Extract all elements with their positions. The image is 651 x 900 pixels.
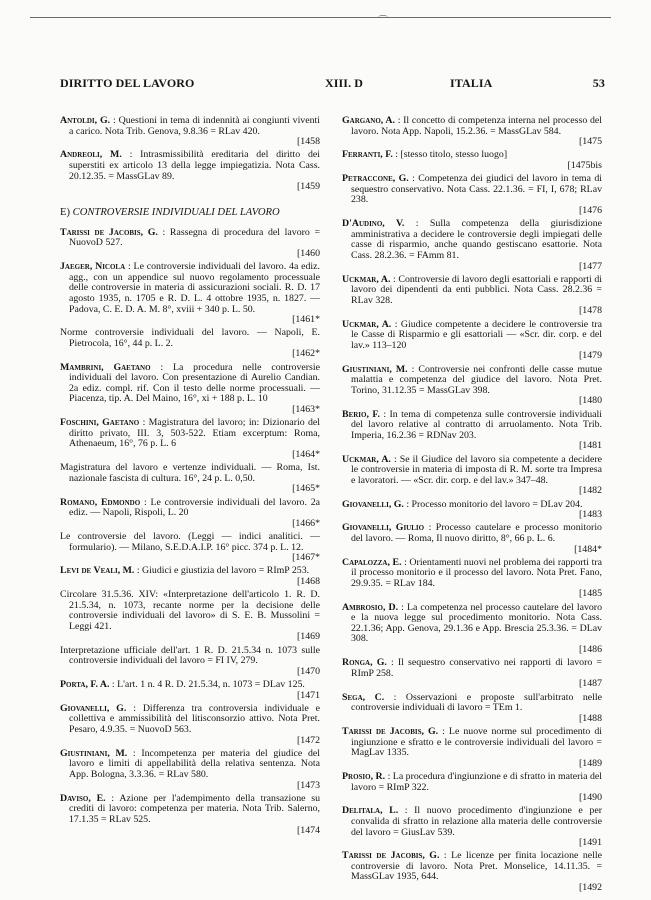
- bibliography-entry: [60, 262, 320, 326]
- entry-number: [1474: [297, 824, 320, 836]
- scan-mark-icon: ⌒: [378, 16, 388, 27]
- entry-text: Interpretazione ufficiale dell'art. 1 R. D. 21.5.34 n. 1073 sulle controversie individuali del lavoro = FI IV, 279.: [60, 644, 320, 667]
- entry-author: Gargano, A.: [342, 115, 395, 126]
- entry-number: [1485: [579, 588, 602, 600]
- right-column: [342, 116, 602, 896]
- bibliography-entry: [60, 532, 320, 564]
- entry-author: Petraccone, G.: [342, 173, 409, 185]
- entry-text: : Orientamenti nuovi nel problema dei rapporti tra il processo monitorio e il processo del lavoro. Nota Pret. Fano, 29.9.35. = RLav 184.: [351, 556, 602, 589]
- entry-number: [1480: [579, 395, 602, 407]
- entry-number: [1477: [579, 260, 602, 272]
- entry-text: : Intrasmissibilità ereditaria del diritto dei superstiti ex articolo 13 della legge impiegatizia. Nota Cass. 20.12.35. = MassGLav 89.: [69, 149, 320, 182]
- entry-author: Delitala, L.: [342, 805, 399, 817]
- entry-author: Uckmar, A.: [342, 273, 391, 285]
- entry-author: Romano, Edmondo: [60, 496, 141, 508]
- entry-number: [1466*: [292, 517, 320, 529]
- entry-number: [1475bis: [567, 159, 602, 171]
- entry-text: Norme controversie individuali del lavoro. — Napoli, E. Pietrocola, 16°, 44 p. L. 2.: [60, 327, 320, 349]
- entry-number: [1488: [579, 712, 602, 724]
- bibliography-entry: [342, 658, 602, 690]
- entry-number: [1479: [579, 350, 602, 362]
- bibliography-entry: [60, 418, 320, 460]
- bibliography-entry: [342, 727, 602, 769]
- bibliography-entry: [342, 455, 602, 497]
- bibliography-entry: [342, 275, 602, 317]
- left-column: [60, 116, 320, 839]
- entry-list-after: [60, 228, 320, 836]
- bibliography-entry: [342, 806, 602, 848]
- entry-author: Jaeger, Nicola: [60, 261, 126, 273]
- entry-text: Circolare 31.5.36. XIV: «Interpretazione dell'articolo 1. R. D. 21.5.34, n. 1073, recante norme per la decisione delle controversie individuali del lavoro» di S. E. B. Mussolini = Leggi 421.: [60, 589, 320, 632]
- entry-text: : Magistratura del lavoro; in: Dizionario del diritto privato, III. 3, 503-522. Etiam excerptum: Roma, Athenaeum, 16°, 76 p. L. 6: [69, 417, 320, 450]
- entry-author: Tarissi de Jacobis, G.: [60, 226, 158, 238]
- bibliography-entry: [60, 150, 320, 192]
- bibliography-entry: [60, 794, 320, 836]
- entry-author: Uckmar, A.: [342, 318, 392, 330]
- bibliography-entry: [342, 365, 602, 407]
- entry-text: : Differenza tra controversia individuale e collettiva e ammissibilità del litisconsorzio attivo. Nota Pret. Pesaro, 4.9.35. = NuovoD 563.: [69, 702, 320, 735]
- entry-number: [1476: [579, 204, 602, 216]
- entry-number: [1471: [297, 689, 320, 701]
- entry-number: [1459: [297, 181, 320, 193]
- entry-text: : Il sequestro conservativo nei rapporti di lavoro = RImP 258.: [351, 657, 602, 679]
- bibliography-entry: [342, 523, 602, 555]
- page-number: 53: [592, 76, 605, 90]
- scan-rule: [30, 17, 611, 18]
- header-country: ITALIA: [450, 76, 493, 90]
- entry-number: [1482: [579, 485, 602, 497]
- bibliography-entry: [342, 219, 602, 272]
- entry-number: [1460: [297, 247, 320, 259]
- entry-text: : Sulla competenza della giurisdizione amministrativa a decidere le controversie degli impiegati delle casse di risparmio, anche quando gestiscano esattorie. Nota Cass. 28.2.36. = FAmm 81.: [351, 218, 602, 261]
- bibliography-entry: [342, 693, 602, 725]
- entry-number: [1461*: [292, 314, 320, 326]
- entry-number: [1464*: [292, 449, 320, 460]
- entry-text: : Rassegna di procedura del lavoro = NuovoD 527.: [69, 226, 320, 249]
- bibliography-entry: [342, 116, 602, 148]
- entry-number: [1465*: [292, 483, 320, 495]
- entry-text: : Il nuovo procedimento d'ingiunzione e per convalida di sfratto in relazione alla materia delle controversie del lavoro = GiusLav 539.: [351, 805, 602, 838]
- entry-author: Tarissi de Jacobis, G.: [342, 725, 439, 737]
- entry-list-before: [60, 116, 320, 193]
- entry-author: Giovanelli, G.: [342, 498, 404, 510]
- entry-number: [1489: [579, 757, 602, 769]
- page-header: [60, 76, 605, 92]
- entry-number: [1473: [297, 779, 320, 791]
- bibliography-entry: [60, 590, 320, 643]
- entry-number: [1478: [579, 305, 602, 317]
- bibliography-entry: [60, 363, 320, 416]
- entry-text: : La procedura nelle controversie individuali del lavoro. Con presentazione di Aurelio Candian. 2a ediz. compl. rif. Con il testo delle norme processuali. — Piacenza, tip. A. Del Maino, 16°, xi + 188 p. L. 10: [69, 361, 320, 405]
- entry-number: [1458: [297, 136, 320, 148]
- entry-text: : Le controversie individuali del lavoro. 2a ediz. — Napoli, Rispoli, L. 20: [69, 496, 320, 519]
- bibliography-entry: [342, 772, 602, 804]
- entry-text: : Le licenze per finita locazione nelle controversie di lavoro. Nota Pret. Monselice, 14.11.35. = MassGLav 1935, 644.: [351, 850, 602, 883]
- bibliography-entry: [342, 150, 602, 171]
- entry-text: : In tema di competenza sulle controversie individuali del lavoro relative al contratto di arruolamento. Nota Trib. Imperia, 16.2.36 = RDNav 203.: [351, 408, 602, 441]
- entry-text: : Controversie di lavoro degli esattoriali e rapporti di lavoro dei dipendenti da enti pubblici. Nota Cass. 28.2.36 = RLav 328.: [351, 273, 603, 306]
- bibliography-entry: [60, 680, 320, 701]
- entry-number: [1463*: [292, 404, 320, 416]
- header-left: DIRITTO DEL LAVORO: [60, 76, 195, 90]
- entry-number: [1483: [579, 509, 602, 521]
- entry-text: : Questioni in tema di indennità ai congiunti viventi a carico. Nota Trib. Genova, 9.8.36 = RLav 420.: [69, 115, 320, 137]
- bibliography-entry: [342, 558, 602, 600]
- entry-number: [1487: [579, 678, 602, 690]
- bibliography-entry: [60, 463, 320, 495]
- entry-author: Sega, C.: [342, 691, 385, 703]
- entry-number: [1468: [297, 575, 320, 587]
- bibliography-entry: [342, 500, 602, 521]
- section-heading: CONTROVERSIE INDIVIDUALI DEL LAVORO: [72, 206, 280, 218]
- entry-author: Antoldi, G.: [60, 115, 111, 126]
- bibliography-entry: [60, 228, 320, 260]
- entry-text: : La competenza nel processo cautelare del lavoro e la nuova legge sul procedimento monitorio. Nota Cass. 22.1.36; App. Genova, 29.1.36 e App. Brescia 25.3.36. = DLav 308.: [351, 601, 602, 645]
- entry-number: [1491: [579, 837, 602, 849]
- entry-author: Uckmar, A.: [342, 453, 391, 465]
- entry-number: [1469: [297, 631, 320, 643]
- bibliography-entry: [60, 704, 320, 746]
- entry-author: Berio, F.: [342, 408, 380, 420]
- entry-author: Ronga, G.: [342, 657, 387, 669]
- entry-author: Andreoli, M.: [60, 149, 122, 161]
- entry-number: [1492: [579, 882, 602, 894]
- entry-number: [1475: [579, 136, 602, 148]
- entry-text: : [stesso titolo, stesso luogo]: [392, 149, 508, 161]
- entry-number: [1484*: [574, 543, 602, 555]
- entry-text: : Il concetto di competenza interna nel processo del lavoro. Nota App. Napoli, 15.2.36. = MassGLav 584.: [351, 115, 603, 137]
- entry-number: [1467*: [292, 552, 320, 564]
- entry-text: : Se il Giudice del lavoro sia competente a decidere le controversie in materia di imposta di R. M. sorte tra Impresa e lavoratori. — «Scr. dir. corp. e del lav.» 347–48.: [351, 453, 602, 486]
- entry-author: Prosio, R.: [342, 770, 386, 782]
- entry-text: Le controversie del lavoro. (Leggi — indici analitici. — formulario). — Milano, S.E.D.A.I.P. 16° picc. 374 p. L. 12.: [60, 530, 320, 553]
- bibliography-entry: [60, 498, 320, 530]
- bibliography-entry: [60, 749, 320, 791]
- entry-text: : L'art. 1 n. 4 R. D. 21.5.34, n. 1073 = DLav 125.: [109, 679, 305, 691]
- entry-text: : Le controversie individuali del lavoro. 4a ediz. agg., con un appendice sul nuovo regolamento processuale delle controversie in materia di assicurazioni sociali. R. D. 17 agosto 1935, n. 1705 e R. D. L. 4 ottobre 1935, n. 1827. — Padova, C. E. D. A. M. 8°, xviii + 340 p. L. 50.: [69, 261, 320, 315]
- entry-author: Foschini, Gaetano: [60, 417, 140, 429]
- entry-text: : Processo monitorio del lavoro = DLav 204.: [403, 498, 583, 510]
- entry-text: : Competenza dei giudici del lavoro in tema di sequestro conservativo. Nota Cass. 22.1.36. = FI, I, 678; RLav 238.: [351, 173, 602, 206]
- header-section: XIII. D: [325, 76, 364, 90]
- entry-author: Porta, F. A.: [60, 679, 110, 691]
- entry-author: D'Audino, V.: [342, 218, 405, 230]
- entry-author: Capalozza, E.: [342, 556, 402, 568]
- bibliography-entry: [60, 116, 320, 148]
- entry-author: Ambrosio, D.: [342, 601, 399, 613]
- entry-author: Levi de Veali, M.: [60, 565, 135, 577]
- section-letter: E): [60, 206, 70, 218]
- bibliography-entry: [342, 174, 602, 216]
- bibliography-entry: [342, 603, 602, 656]
- entry-author: Tarissi de Jacobis, G.: [342, 850, 440, 862]
- entry-text: : Giudici e giustizia del lavoro = RImP 253.: [134, 565, 310, 577]
- entry-text: Magistratura del lavoro e vertenze individuali. — Roma, Ist. nazionale fascista di cultura. 16°, 24 p. L. 0,50.: [60, 462, 320, 484]
- entry-list-right: [342, 116, 602, 894]
- entry-text: : Osservazioni e proposte sull'arbitrato nelle controversie individuali di lavoro = TEm 1.: [351, 691, 602, 714]
- bibliography-entry: [60, 328, 320, 360]
- entry-author: Giustiniani, M.: [60, 747, 128, 759]
- entry-text: : La procedura d'ingiunzione e di sfratto in materia del lavoro = RImP 322.: [351, 770, 602, 793]
- entry-text: : Processo cautelare e processo monitorio del lavoro. — Roma, Il nuovo diritto, 8°, 66 p. L. 6.: [351, 522, 602, 544]
- bibliography-entry: [342, 851, 602, 893]
- entry-number: [1481: [579, 440, 602, 452]
- entry-author: Mambrini, Gaetano: [60, 361, 151, 373]
- entry-author: Giovanelli, G.: [60, 702, 127, 714]
- entry-author: Daviso, E.: [60, 792, 106, 804]
- entry-number: [1472: [297, 734, 320, 746]
- bibliography-entry: [60, 566, 320, 587]
- entry-author: Giovanelli, Giulio: [342, 522, 425, 534]
- bibliography-entry: [60, 646, 320, 678]
- entry-number: [1490: [579, 792, 602, 804]
- entry-text: : Le nuove norme sul procedimento di ingiunzione e sfratto e le controversie individuali del lavoro = MagLav 1335.: [351, 725, 602, 759]
- bibliography-entry: [342, 410, 602, 452]
- entry-text: : Incompetenza per materia del giudice del lavoro e limiti di appellabilità della relativa sentenza. Nota App. Bologna, 3.3.36. = RLav 580.: [69, 747, 320, 780]
- entry-number: [1486: [579, 644, 602, 656]
- entry-text: : Giudice competente a decidere le controversie tra le Casse di Risparmio e gli esattoriali — «Scr. dir. corp. e del lav.» 113–120: [351, 318, 602, 351]
- bibliography-entry: [342, 320, 602, 362]
- section-title: [60, 207, 320, 219]
- entry-number: [1462*: [292, 348, 320, 360]
- entry-number: [1470: [297, 665, 320, 677]
- entry-author: Giustiniani, M.: [342, 363, 408, 375]
- entry-text: : Azione per l'adempimento della transazione su crediti di lavoro: competenza per materia. Nota Trib. Salerno, 17.1.35 = RLav 525.: [69, 792, 321, 825]
- entry-text: : Controversie nei confronti delle casse mutue malattia e competenza del giudice del lavoro. Nota Pret. Torino, 31.12.35 = MassGLav 398.: [351, 363, 603, 396]
- entry-author: Ferranti, F.: [342, 149, 393, 161]
